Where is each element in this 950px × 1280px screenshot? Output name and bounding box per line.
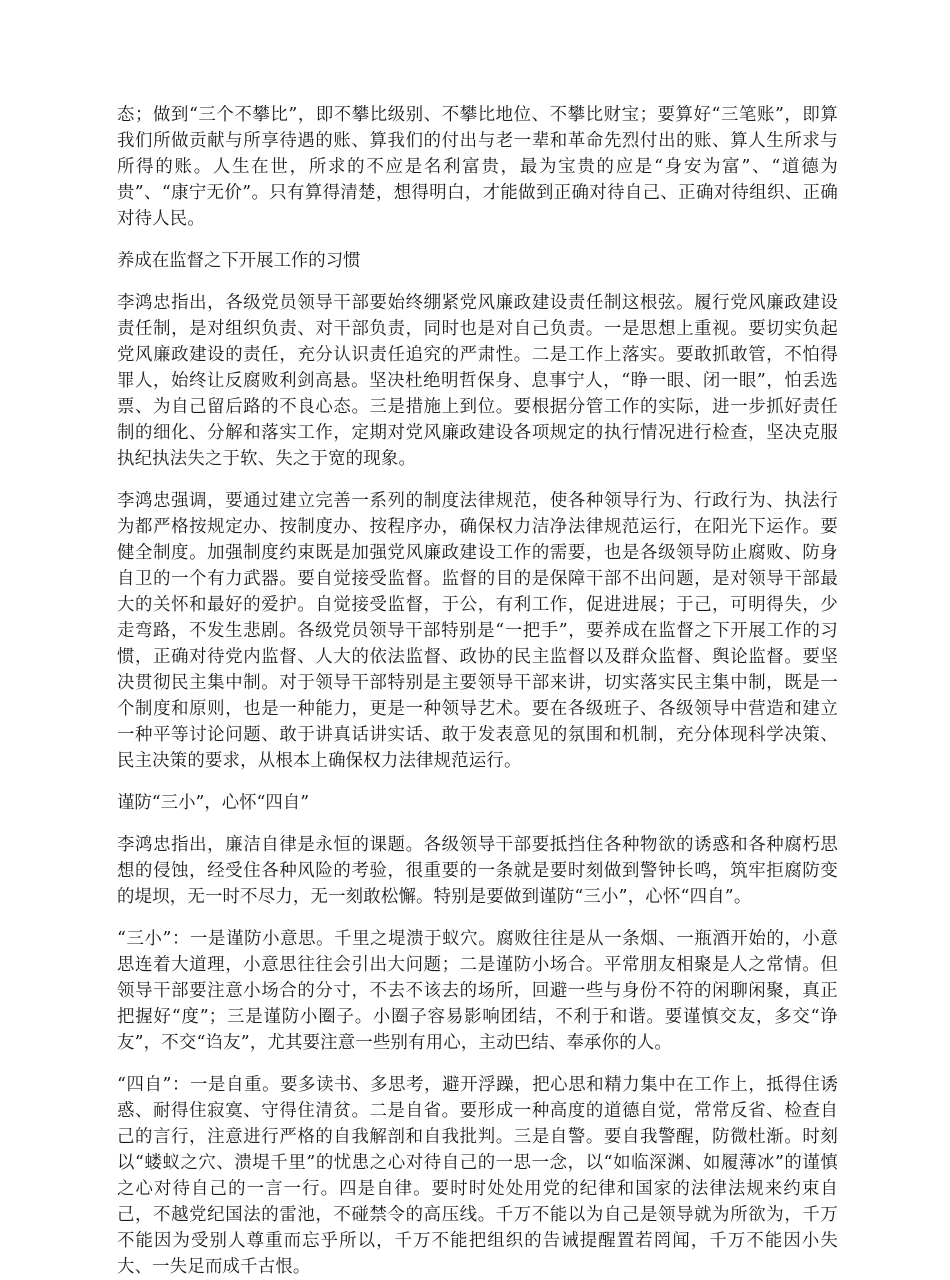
paragraph-institutional-norms: 李鸿忠强调，要通过建立完善一系列的制度法律规范，使各种领导行为、行政行为、执法行为都严格按规定办、按制度办、按程序办，确保权力洁净法律规范运行，在阳光下运作。要健全制度。加强制度约束既是加强党风廉政建设工作的需要，也是各级领导防止腐败、防身自卫的一个有力武器。要自觉接受监督。监督的目的是保障干部不出问题，是对领导干部最大的关怀和最好的爱护。自觉接受监督，于公，有利工作，促进进展；于己，可明得失，少走弯路，不发生悲剧。各级党员领导干部特别是“一把手”，要养成在监督之下开展工作的习惯，正确对待党内监督、人大的依法监督、政协的民主监督以及群众监督、舆论监督。要坚决贯彻民主集中制。对于领导干部特别是主要领导干部来讲，切实落实民主集中制，既是一个制度和原则，也是一种能力，更是一种领导艺术。要在各级班子、各级领导中营造和建立一种平等讨论问题、敢于讲真话讲实话、敢于发表意见的氛围和机制，充分体现科学决策、民主决策的要求，从根本上确保权力法律规范运行。 [117, 491, 838, 771]
paragraph-responsibility-system: 李鸿忠指出，各级党员领导干部要始终绷紧党风廉政建设责任制这根弦。履行党风廉政建设责任制，是对组织负责、对干部负责，同时也是对自己负责。一是思想上重视。要切实负起党风廉政建设的责任，充分认识责任追究的严肃性。二是工作上落实。要敢抓敢管，不怕得罪人，始终让反腐败利剑高悬。坚决杜绝明哲保身、息事宁人，“睁一眼、闭一眼”，怕丢选票、为自己留后路的不良心态。三是措施上到位。要根据分管工作的实际，进一步抓好责任制的细化、分解和落实工作，定期对党风廉政建设各项规定的执行情况进行检查，坚决克服执纪执法失之于软、失之于宽的现象。 [117, 293, 838, 469]
paragraph-three-small: “三小”：一是谨防小意思。千里之堤溃于蚁穴。腐败往往是从一条烟、一瓶酒开始的，小意思连着大道理，小意思往往会引出大问题；二是谨防小场合。平常朋友相聚是人之常情。但领导干部要注意小场合的分寸，不去不该去的场所，回避一些与身份不符的闲聊闲聚，真正把握好“度”；三是谨防小圈子。小圈子容易影响团结，不利于和谐。要谨慎交友，多交“诤友”，不交“诌友”，尤其要注意一些别有用心，主动巴结、奉承你的人。 [117, 929, 838, 1053]
paragraph-integrity-self-discipline: 李鸿忠指出，廉洁自律是永恒的课题。各级领导干部要抵挡住各种物欲的诱惑和各种腐朽思想的侵蚀，经受住各种风险的考验，很重要的一条就是要时刻做到警钟长鸣，筑牢拒腐防变的堤坝，无一时不尽力，无一刻敢松懈。特别是要做到谨防“三小”，心怀“四自”。 [117, 835, 838, 907]
section-heading-supervision: 养成在监督之下开展工作的习惯 [117, 251, 361, 271]
paragraph-three-no-compare: 态；做到“三个不攀比”，即不攀比级别、不攀比地位、不攀比财宝；要算好“三笔账”，即算我们所做贡献与所享待遇的账、算我们的付出与老一辈和革命先烈付出的账、算人生所求与所得的账。人生在世，所求的不应是名利富贵，最为宝贵的应是“身安为富”、“道德为贵”、“康宁无价”。只有算得清楚，想得明白，才能做到正确对待自己、正确对待组织、正确对待人民。 [117, 105, 838, 229]
section-heading-three-small-four-self: 谨防“三小”，心怀“四自” [117, 793, 310, 813]
paragraph-four-self: “四自”：一是自重。要多读书、多思考，避开浮躁，把心思和精力集中在工作上，抵得住诱惑、耐得住寂寞、守得住清贫。二是自省。要形成一种高度的道德自觉，常常反省、检查自己的言行，注意进行严格的自我解剖和自我批判。三是自警。要自我警醒，防微杜渐。时刻以“蝼蚁之穴、溃堤千里”的忧患之心对待自己的一思一念，以“如临深渊、如履薄冰”的谨慎之心对待自己的一言一行。四是自律。要时时处处用党的纪律和国家的法律法规来约束自己，不越党纪国法的雷池，不碰禁令的高压线。千万不能以为自己是领导就为所欲为，千万不能因为受别人尊重而忘乎所以，千万不能把组织的告诫提醒置若罔闻，千万不能因小失大、一失足而成千古恨。 [117, 1075, 838, 1277]
